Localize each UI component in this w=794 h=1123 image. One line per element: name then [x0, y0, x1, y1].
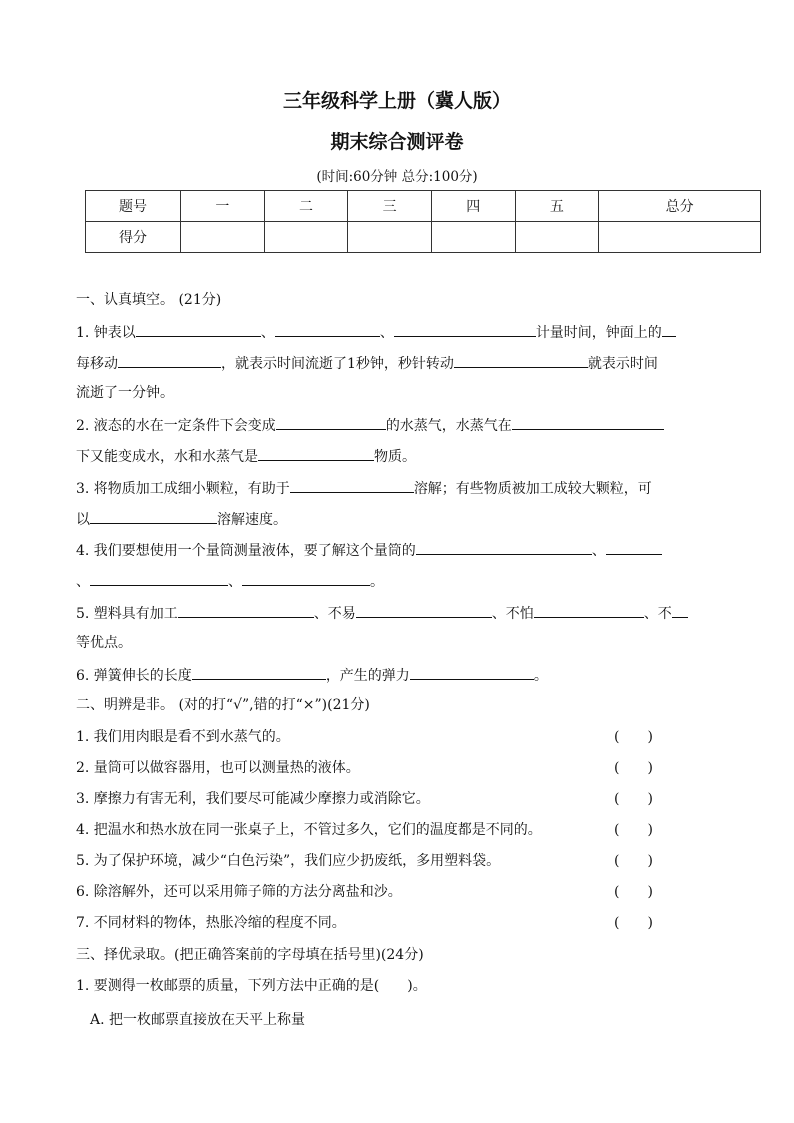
score-header-cell: 一	[181, 191, 265, 222]
judge-item: 4. 把温水和热水放在同一张桌子上，不管过多久，它们的温度都是不同的。	[76, 822, 542, 838]
answer-blank[interactable]	[90, 570, 228, 586]
score-row-label: 得分	[86, 222, 181, 253]
answer-paren[interactable]: ( )	[614, 729, 653, 745]
judge-item: 7. 不同材料的物体，热胀冷缩的程度不同。	[76, 915, 346, 931]
score-cell[interactable]	[431, 222, 515, 253]
score-cell[interactable]	[515, 222, 599, 253]
section2-heading: 二、明辨是非。 (对的打“√”,错的打“×”)(21分)	[76, 697, 370, 713]
score-header-cell: 三	[348, 191, 432, 222]
question-5-line-2: 等优点。	[76, 635, 132, 651]
question-4-line-2: 、 、 。	[76, 570, 384, 592]
answer-blank[interactable]	[275, 321, 380, 337]
section1-heading: 一、认真填空。 (21分)	[76, 292, 222, 308]
score-header-cell: 总分	[599, 191, 761, 222]
answer-blank[interactable]	[90, 508, 217, 524]
answer-paren[interactable]: ( )	[614, 822, 653, 838]
score-cell[interactable]	[348, 222, 432, 253]
answer-paren[interactable]: ( )	[614, 884, 653, 900]
question-4-line-1: 4. 我们要想使用一个量筒测量液体，要了解这个量筒的 、	[76, 539, 662, 561]
answer-blank[interactable]	[136, 321, 261, 337]
answer-blank[interactable]	[662, 321, 676, 337]
section3-heading: 三、择优录取。(把正确答案前的字母填在括号里)(24分)	[76, 947, 424, 963]
score-cell[interactable]	[181, 222, 265, 253]
question-3-line-1: 3. 将物质加工成细小颗粒，有助于 溶解；有些物质被加工成较大颗粒，可	[76, 477, 652, 499]
question-5-line-1: 5. 塑料具有加工 、不易 、不怕 、不	[76, 602, 688, 624]
choice-option-a: A. 把一枚邮票直接放在天平上称量	[90, 1012, 306, 1028]
question-1-line-2: 每移动 ，就表示时间流逝了1秒钟，秒针转动 就表示时间	[76, 352, 658, 374]
choice-question: 1. 要测得一枚邮票的质量，下列方法中正确的是( )。	[76, 978, 427, 994]
answer-blank[interactable]	[672, 602, 688, 618]
answer-blank[interactable]	[410, 664, 534, 680]
answer-blank[interactable]	[178, 602, 314, 618]
question-3-line-2: 以 溶解速度。	[76, 508, 287, 530]
judge-item: 2. 量筒可以做容器用，也可以测量热的液体。	[76, 760, 360, 776]
answer-blank[interactable]	[242, 570, 370, 586]
answer-paren[interactable]: ( )	[614, 760, 653, 776]
question-1-line-1: 1. 钟表以 、 、 计量时间，钟面上的	[76, 321, 676, 343]
score-cell[interactable]	[264, 222, 348, 253]
score-header-cell: 题号	[86, 191, 181, 222]
judge-item: 3. 摩擦力有害无利，我们要尽可能减少摩擦力或消除它。	[76, 791, 430, 807]
answer-blank[interactable]	[192, 664, 326, 680]
page-title: 三年级科学上册（冀人版）	[282, 90, 511, 112]
score-header-cell: 四	[431, 191, 515, 222]
answer-blank[interactable]	[454, 352, 588, 368]
judge-item: 5. 为了保护环境，减少“白色污染”，我们应少扔废纸，多用塑料袋。	[76, 853, 501, 869]
judge-item: 6. 除溶解外，还可以采用筛子筛的方法分离盐和沙。	[76, 884, 402, 900]
answer-paren[interactable]: ( )	[614, 915, 653, 931]
score-table	[85, 190, 761, 253]
judge-item: 1. 我们用肉眼是看不到水蒸气的。	[76, 729, 290, 745]
answer-blank[interactable]	[416, 539, 592, 555]
answer-paren[interactable]: ( )	[614, 853, 653, 869]
answer-blank[interactable]	[534, 602, 644, 618]
answer-blank[interactable]	[290, 477, 414, 493]
question-1-line-3: 流逝了一分钟。	[76, 385, 174, 401]
score-cell[interactable]	[599, 222, 761, 253]
question-2-line-2: 下又能变成水，水和水蒸气是 物质。	[76, 445, 416, 467]
score-header-cell: 五	[515, 191, 599, 222]
exam-meta: (时间:60分钟 总分:100分)	[316, 169, 478, 185]
score-table-header-row	[86, 191, 761, 222]
question-6-line-1: 6. 弹簧伸长的长度 ，产生的弹力 。	[76, 664, 548, 686]
question-2-line-1: 2. 液态的水在一定条件下会变成 的水蒸气，水蒸气在	[76, 414, 664, 436]
answer-blank[interactable]	[276, 414, 386, 430]
page-subtitle: 期末综合测评卷	[330, 131, 464, 153]
score-table-score-row	[86, 222, 761, 253]
answer-blank[interactable]	[606, 539, 662, 555]
answer-blank[interactable]	[512, 414, 664, 430]
answer-paren[interactable]: ( )	[614, 791, 653, 807]
answer-blank[interactable]	[258, 445, 374, 461]
answer-blank[interactable]	[118, 352, 221, 368]
score-header-cell: 二	[264, 191, 348, 222]
answer-blank[interactable]	[394, 321, 536, 337]
answer-blank[interactable]	[356, 602, 492, 618]
